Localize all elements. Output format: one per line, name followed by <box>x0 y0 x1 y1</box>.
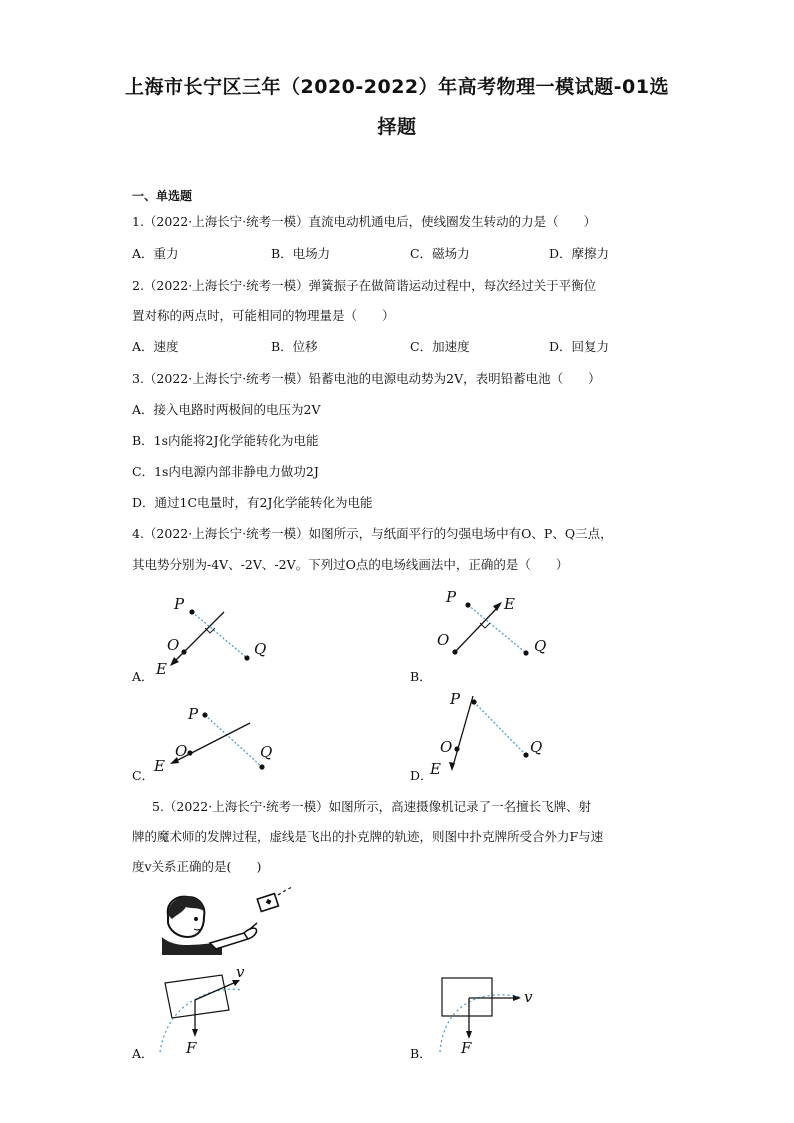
label-v: v <box>524 988 533 1006</box>
q1-stem: 1.（2022·上海长宁·统考一模）直流电动机通电后，使线圈发生转动的力是（ ） <box>132 214 597 229</box>
q2-stem-line1: 2.（2022·上海长宁·统考一模）弹簧振子在做简谐运动过程中，每次经过关于平衡位 <box>132 278 597 293</box>
field-arrowhead <box>449 762 455 771</box>
q1-option-d: D．摩擦力 <box>549 246 610 261</box>
q2-option-d: D．回复力 <box>549 339 610 354</box>
q4-stem-line1: 4.（2022·上海长宁·统考一模）如图所示，与纸面平行的匀强电场中有O、P、Q三点， <box>132 526 613 541</box>
point-q <box>259 764 264 769</box>
q3-option-b: B．1s内能将2J化学能转化为电能 <box>132 433 319 448</box>
q2-option-a: A．速度 <box>132 339 179 354</box>
field-line <box>455 607 498 652</box>
q3-option-c: C．1s内电源内部非静电力做功2J <box>132 464 319 479</box>
q2-option-c: C．加速度 <box>410 339 470 354</box>
label-o: O <box>175 742 188 760</box>
label-f: F <box>186 1039 197 1057</box>
label-o: O <box>437 631 450 649</box>
velocity-arrowhead <box>513 995 521 1001</box>
flying-card <box>257 894 278 912</box>
label-f: F <box>461 1039 472 1057</box>
point-o <box>454 746 459 751</box>
label-p: P <box>450 690 461 708</box>
q5-stem-line2: 牌的魔术师的发牌过程，虚线是飞出的扑克牌的轨迹，则图中扑克牌所受合外力F与速 <box>132 829 604 844</box>
label-q: Q <box>534 637 547 655</box>
q2-stem-line2: 置对称的两点时，可能相同的物理量是（ ） <box>132 308 395 323</box>
point-o <box>181 649 186 654</box>
q4-option-d-label: D． <box>410 768 433 783</box>
card-trajectory <box>278 887 292 895</box>
label-v: v <box>236 963 245 981</box>
q4-option-a-label: A． <box>132 669 154 684</box>
force-arrowhead <box>466 1031 472 1039</box>
label-o: O <box>167 636 180 654</box>
q4-figure-c <box>132 697 292 777</box>
label-e: E <box>504 595 515 613</box>
field-arrowhead <box>493 602 502 611</box>
doc-title-line1: 上海市长宁区三年（2020-2022）年高考物理一模试题-01选 <box>125 76 669 98</box>
q5-option-a-label: A． <box>132 1046 154 1061</box>
point-q <box>523 650 528 655</box>
q1-option-c: C．磁场力 <box>410 246 470 261</box>
q4-option-c-label: C． <box>132 768 155 783</box>
point-p <box>202 712 207 717</box>
q4-figure-d <box>410 688 570 783</box>
card-outline <box>165 975 229 1018</box>
q4-figure-b <box>410 585 570 685</box>
q3-stem: 3.（2022·上海长宁·统考一模）铅蓄电池的电源电动势为2V，表明铅蓄电池（ ） <box>132 371 601 386</box>
field-line <box>174 612 224 662</box>
section-heading: 一、单选题 <box>132 189 193 203</box>
point-p <box>465 602 470 607</box>
q4-stem-line2: 其电势分别为-4V、-2V、-2V。下列过O点的电场线画法中，正确的是（ ） <box>132 557 569 572</box>
point-o <box>452 649 457 654</box>
label-e: E <box>156 660 167 678</box>
q2-option-b: B．位移 <box>271 339 318 354</box>
force-arrowhead <box>192 1029 198 1037</box>
label-p: P <box>188 705 199 723</box>
q1-option-b: B．电场力 <box>271 246 331 261</box>
q5-stem-line3: 度v关系正确的是( ) <box>132 859 262 874</box>
point-p <box>471 699 476 704</box>
q1-option-a: A．重力 <box>132 246 179 261</box>
q3-option-a: A．接入电路时两极间的电压为2V <box>132 402 321 417</box>
label-e: E <box>154 757 165 775</box>
q5-option-b-label: B． <box>410 1046 432 1061</box>
label-e: E <box>430 760 441 778</box>
equipotential-line <box>474 702 526 755</box>
label-o: O <box>440 738 453 756</box>
q5-stem-line1: 5.（2022·上海长宁·统考一模）如图所示，高速摄像机记录了一名擅长飞牌、射 <box>152 799 592 814</box>
q5-figure-b <box>428 966 558 1056</box>
label-p: P <box>174 595 185 613</box>
label-p: P <box>446 588 457 606</box>
label-q: Q <box>254 640 267 658</box>
doc-title-line2: 择题 <box>377 116 417 138</box>
label-q: Q <box>530 738 543 756</box>
q5-figure-a <box>150 963 270 1057</box>
q3-option-d: D．通过1C电量时，有2J化学能转化为电能 <box>132 495 373 510</box>
point-o <box>187 750 192 755</box>
point-q <box>244 655 249 660</box>
q4-figure-a <box>132 590 292 690</box>
magician-illustration <box>160 885 300 960</box>
q4-option-b-label: B． <box>410 669 432 684</box>
point-p <box>189 609 194 614</box>
magician-figure <box>162 897 257 955</box>
label-q: Q <box>260 743 273 761</box>
point-q <box>523 752 528 757</box>
